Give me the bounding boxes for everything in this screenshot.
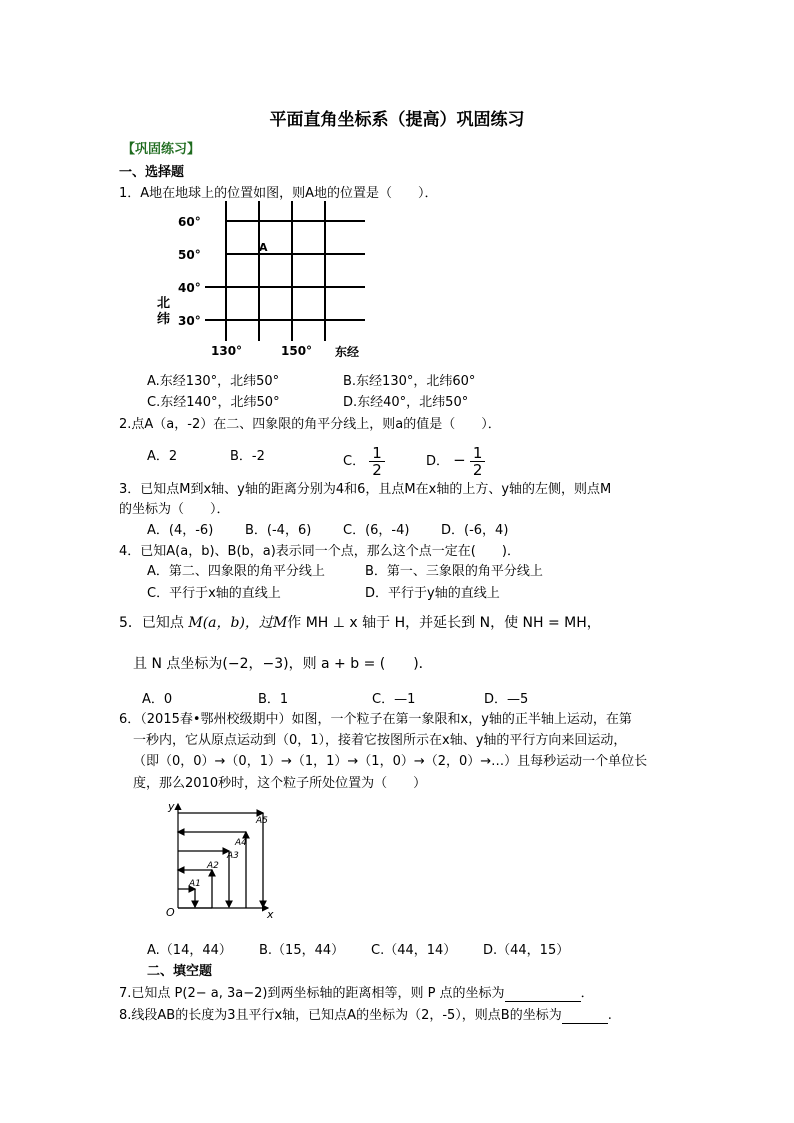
particle-path (178, 813, 263, 908)
q2-option-d: D． − $\frac{1}{2}$ (426, 445, 485, 478)
q6-option-a: A.（14，44） (147, 943, 232, 958)
point-a1-label: A1 (189, 879, 201, 889)
q5-option-d: D．—5 (484, 692, 529, 707)
q4-option-d: D．平行于y轴的直线上 (365, 586, 500, 601)
page-title: 平面直角坐标系（提高）巩固练习 (269, 110, 525, 130)
part2-heading: 二、填空题 (147, 964, 213, 979)
q3-option-a: A．(4，-6) (147, 523, 214, 538)
q6-stem-line1: 6．（2015春•鄂州校级期中）如图，一个粒子在第一象限和x，y轴的正半轴上运动，在第 (119, 712, 632, 727)
q6-stem-line4: 度，那么2010秒时，这个粒子所处位置为（ ） (133, 776, 427, 791)
origin-label: O (166, 906, 175, 919)
q4-stem: 4．已知A(a，b)、B(b，a)表示同一个点，那么这个点一定在( )． (119, 544, 520, 559)
lon-label-150: 150° (281, 344, 313, 358)
q4-option-c: C．平行于x轴的直线上 (147, 586, 281, 601)
point-a3-label: A3 (227, 851, 239, 861)
lat-label-30: 30° (178, 314, 201, 328)
east-longitude-label: 东经 (335, 345, 360, 359)
q3-stem-line2: 的坐标为（ ）． (119, 502, 230, 517)
q2-stem: 2.点A（a，-2）在二、四象限的角平分线上，则a的值是（ ）． (119, 417, 501, 432)
q1-option-d: D.东经40°，北纬50° (343, 395, 469, 410)
lat-label-60: 60° (178, 215, 201, 229)
point-a4-label: A4 (235, 838, 247, 848)
q4-option-b: B．第一、三象限的角平分线上 (365, 564, 543, 579)
q3-stem-line1: 3．已知点M到x轴、y轴的距离分别为4和6，且点M在x轴的上方、y轴的左侧，则点M (119, 482, 612, 497)
q5-option-c: C．—1 (372, 692, 416, 707)
q8-answer-blank[interactable] (562, 1008, 608, 1024)
point-a-label: A (259, 241, 268, 254)
q8-stem: 8.线段AB的长度为3且平行x轴，已知点A的坐标为（2，-5），则点B的坐标为 . (119, 1008, 612, 1023)
fraction-one-half: $\frac{1}{2}$ (369, 445, 385, 478)
section-tag: 【巩固练习】 (122, 142, 201, 157)
q1-lat-lon-figure (150, 198, 380, 368)
q2-option-b: B．-2 (230, 449, 265, 464)
q6-option-c: C.（44，14） (371, 943, 457, 958)
q6-option-b: B.（15，44） (259, 943, 345, 958)
y-axis-label: y (168, 800, 175, 813)
part1-heading: 一、选择题 (119, 165, 185, 180)
q6-stem-line2: 一秒内，它从原点运动到（0，1），接着它按图所示在x轴、y轴的平行方向来回运动， (133, 733, 627, 748)
q3-option-b: B．(-4，6) (245, 523, 312, 538)
fraction-minus-one-half: $\frac{1}{2}$ (470, 445, 486, 478)
q5-option-a: A．0 (142, 692, 173, 707)
q1-option-c: C.东经140°，北纬50° (147, 395, 280, 410)
q6-stem-line3: （即（0，0）→（0，1）→（1，1）→（1，0）→（2，0）→…）且每秒运动一个单位长 (133, 754, 648, 769)
q1-option-b: B.东经130°，北纬60° (343, 374, 476, 389)
q5-option-b: B．1 (258, 692, 289, 707)
x-axis-label: x (267, 908, 274, 921)
q5-stem-line1: 5．已知点 M(a，b)，过M作 MH ⊥ x 轴于 H，并延长到 N，使 NH = MH， (119, 615, 601, 631)
q4-option-a: A．第二、四象限的角平分线上 (147, 564, 325, 579)
point-a5-label: A5 (256, 816, 268, 826)
q2-option-a: A．2 (147, 449, 178, 464)
q1-stem: 1．A地在地球上的位置如图，则A地的位置是（ ）． (119, 186, 438, 201)
q3-option-d: D．(-6，4) (441, 523, 509, 538)
q5-stem-line2: 且 N 点坐标为(−2，−3)，则 a + b = ( )． (133, 656, 433, 672)
q2-option-c: C． $\frac{1}{2}$ (343, 445, 385, 478)
lat-label-40: 40° (178, 281, 201, 295)
north-latitude-label: 北纬 (157, 296, 171, 327)
lat-label-50: 50° (178, 248, 201, 262)
q6-option-d: D.（44，15） (483, 943, 570, 958)
q7-answer-blank[interactable] (505, 986, 581, 1002)
q3-option-c: C．(6，-4) (343, 523, 410, 538)
q6-particle-path-figure (160, 796, 290, 924)
point-a2-label: A2 (207, 861, 219, 871)
lon-label-130: 130° (211, 344, 243, 358)
q7-stem: 7.已知点 P(2− a, 3a−2)到两坐标轴的距离相等，则 P 点的坐标为 ． (119, 986, 594, 1001)
q1-option-a: A.东经130°，北纬50° (147, 374, 280, 389)
